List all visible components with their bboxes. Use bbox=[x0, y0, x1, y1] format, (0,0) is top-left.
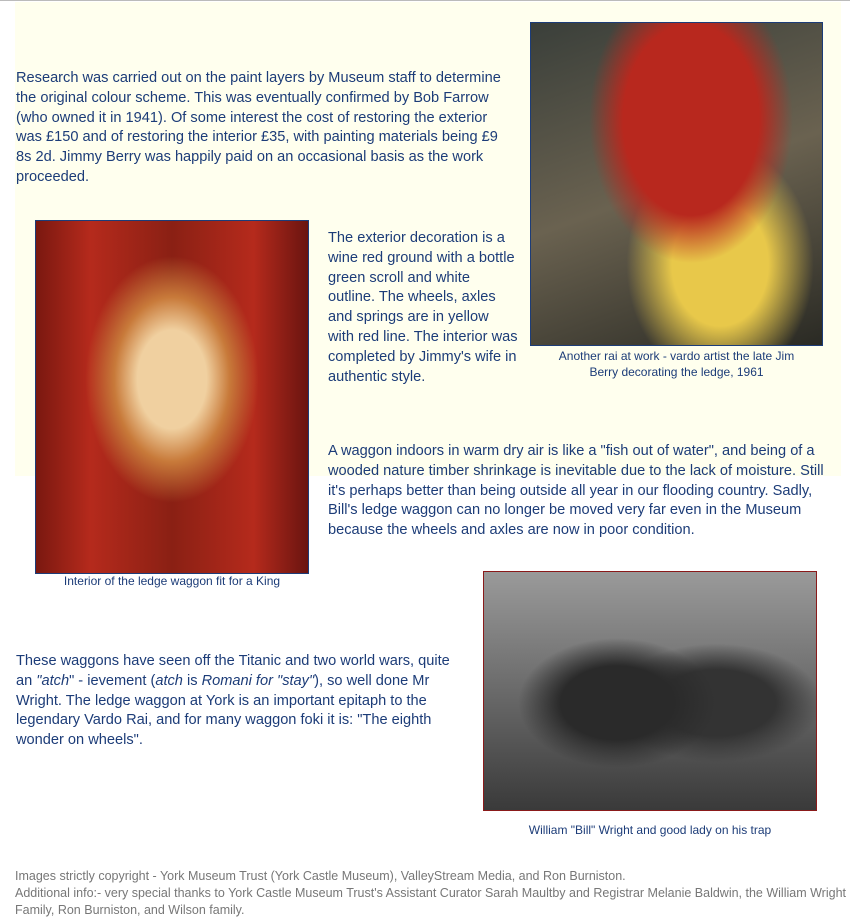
interior-caption: Interior of the ledge waggon fit for a King bbox=[63, 574, 281, 588]
research-paragraph: Research was carried out on the paint layers by Museum staff to determine the original colour scheme. This was eventually confirmed by Bob Farrow (who owned it in 1941). Of some interest the cost of restoring the exterior was £150 and of restoring the interior £35, with painting materials being £9 8s 2d. Jimmy Berry was happily paid on an occasional basis as the work proceeded. bbox=[16, 70, 501, 185]
indoors-paragraph: A waggon indoors in warm dry air is like a "fish out of water", and being of a wooded nature timber shrinkage is inevitable due to the lack of moisture. Still it's perhaps better than being outside all year in our flooding country. Sadly, Bill's ledge waggon can no longer be moved very far even in the Museum because the wheels and axles are now in poor condition. bbox=[328, 443, 824, 539]
thanks-text: Additional info:- very special thanks to York Castle Museum Trust's Assistant Curator Sarah Maultby and Registrar Melanie Baldwin, the William Wright Family, Ron Burniston, and Wilson family. bbox=[15, 886, 846, 917]
copyright-text: Images strictly copyright - York Museum Trust (York Castle Museum), ValleyStream Media, and Ron Burniston. bbox=[15, 869, 626, 883]
interior-photo bbox=[35, 220, 309, 574]
footer bbox=[15, 868, 850, 919]
wright-caption: William "Bill" Wright and good lady on his trap bbox=[528, 823, 772, 837]
titanic-paragraph: These waggons have seen off the Titanic and two world wars, quite an "atch" - ievement (atch is Romani for "stay"), so well done Mr Wright. The ledge waggon at York is an important epitaph to the legendary Vardo Rai, and for many waggon foki it is: "The eighth wonder on wheels". bbox=[16, 653, 450, 749]
exterior-paragraph: The exterior decoration is a wine red ground with a bottle green scroll and white outline. The wheels, axles and springs are in yellow with red line. The interior was completed by Jimmy's wife in authentic style. bbox=[328, 230, 518, 385]
wright-photo bbox=[483, 571, 817, 811]
jim-berry-photo bbox=[530, 22, 823, 346]
rai-caption: Another rai at work - vardo artist the late Jim Berry decorating the ledge, 1961 bbox=[558, 349, 795, 379]
top-divider bbox=[0, 0, 850, 1]
